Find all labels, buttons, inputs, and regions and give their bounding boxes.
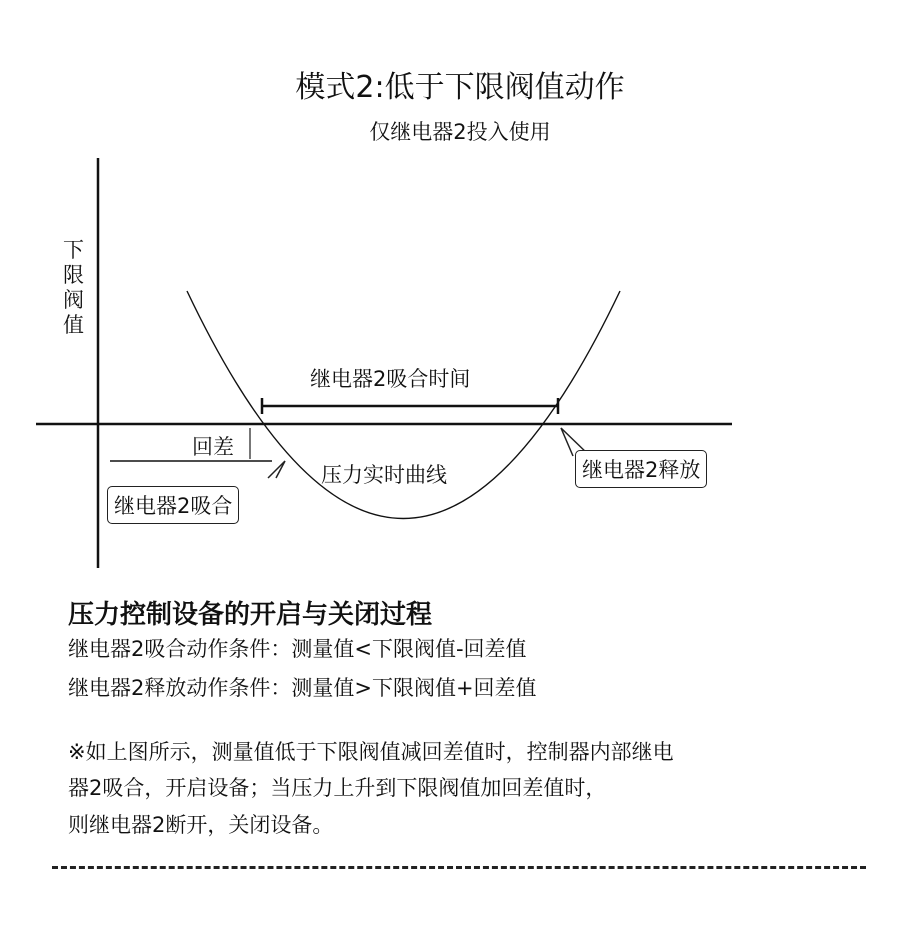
note-line-1: ※如上图所示，测量值低于下限阀值减回差值时，控制器内部继电 (68, 740, 674, 764)
section-heading: 压力控制设备的开启与关闭过程 (68, 600, 433, 630)
release-callout: 继电器2释放 (575, 450, 707, 488)
diagram-title: 模式2:低于下限阀值动作 (295, 70, 625, 105)
curve-label: 压力实时曲线 (321, 463, 447, 487)
note-line-2: 器2吸合，开启设备；当压力上升到下限阀值加回差值时， (68, 776, 607, 800)
dashed-divider (52, 866, 866, 869)
diagram-subtitle: 仅继电器2投入使用 (369, 120, 551, 144)
pickup-condition: 继电器2吸合动作条件：测量值<下限阀值-回差值 (68, 637, 527, 661)
pickup-callout: 继电器2吸合 (107, 486, 239, 524)
hysteresis-label: 回差 (192, 435, 234, 459)
pickup-time-label: 继电器2吸合时间 (310, 367, 471, 391)
y-axis-label: 下限阀值 (63, 238, 84, 337)
release-condition: 继电器2释放动作条件：测量值>下限阀值+回差值 (68, 676, 537, 700)
pickup-callout-pointer (268, 461, 285, 478)
note-line-3: 则继电器2断开，关闭设备。 (68, 813, 334, 837)
